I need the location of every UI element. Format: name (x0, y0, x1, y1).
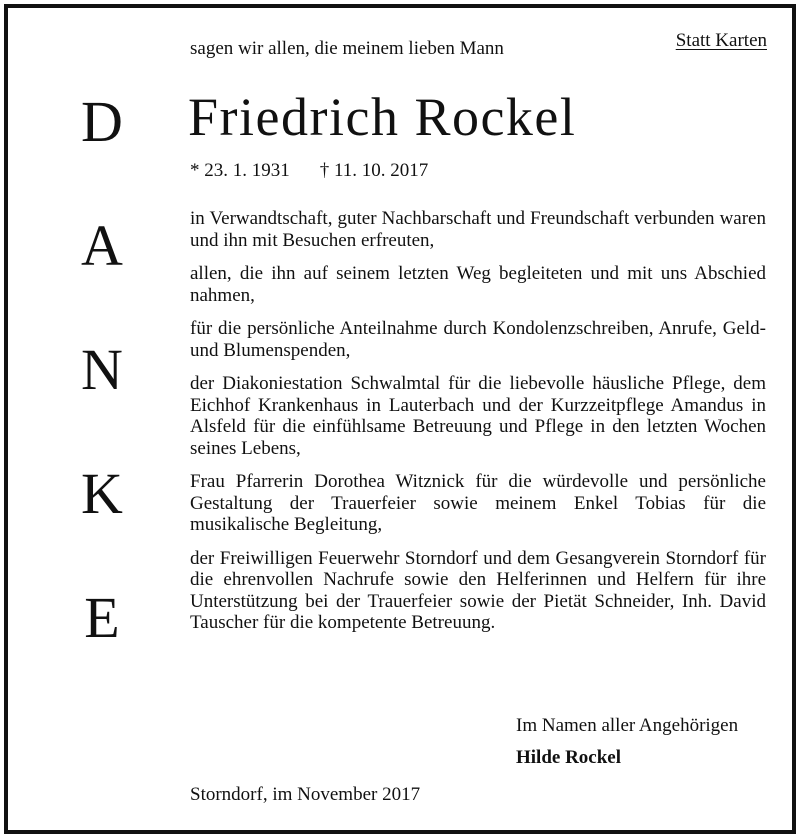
obituary-notice (4, 4, 796, 834)
signoff-line: Im Namen aller Angehörigen (516, 715, 739, 736)
thanks-paragraph: allen, die ihn auf seinem letzten Weg begleiteten und mit uns Abschied nahmen, (190, 263, 766, 306)
thanks-paragraph: der Diakoniestation Schwalmtal für die liebevolle häusliche Pflege, dem Eichhof Krankenhaus in Lauterbach und der Kurzzeitpflege Amandus in Alsfeld für die einfühlsame Betreuung und Pflege in den letzten Wochen seines Lebens, (190, 373, 766, 459)
danke-letter-d: D (81, 89, 123, 154)
danke-letter-e: E (84, 585, 120, 650)
thanks-paragraph: Frau Pfarrerin Dorothea Witznick für die würdevolle und persönliche Gestaltung der Trauerfeier sowie meinem Enkel Tobias für die musikalische Begleitung, (190, 471, 766, 535)
danke-letter-n: N (81, 337, 123, 402)
intro-line: sagen wir allen, die meinem lieben Mann (190, 38, 504, 59)
statt-karten-label: Statt Karten (675, 30, 767, 51)
thanks-paragraph: für die persönliche Anteilnahme durch Kondolenzschreiben, Anrufe, Geld- und Blumenspenden, (190, 318, 766, 361)
death-date: † 11. 10. 2017 (319, 160, 429, 181)
thanks-paragraph: der Freiwilligen Feuerwehr Storndorf und dem Gesangverein Storndorf für die ehrenvollen Nachrufe sowie den Helferinnen und Helfern für ihre Unterstützung bei der Trauerfeier sowie der Pietät Schneider, Inh. David Tauscher für die kompetente Betreuung. (190, 547, 766, 633)
thanks-paragraph: in Verwandtschaft, guter Nachbarschaft und Freundschaft verbunden waren und ihn mit Besuchen erfreuten, (190, 208, 766, 251)
danke-letter-a: A (81, 213, 123, 278)
danke-vertical-word (62, 89, 142, 713)
birth-date: * 23. 1. 1931 (190, 160, 290, 181)
deceased-name: Friedrich Rockel (188, 87, 577, 147)
thanks-body (190, 208, 766, 646)
place-date: Storndorf, im November 2017 (190, 784, 421, 805)
life-dates (190, 160, 428, 182)
danke-letter-k: K (81, 461, 123, 526)
signoff-block (516, 710, 738, 774)
signer-name: Hilde Rockel (516, 747, 622, 768)
